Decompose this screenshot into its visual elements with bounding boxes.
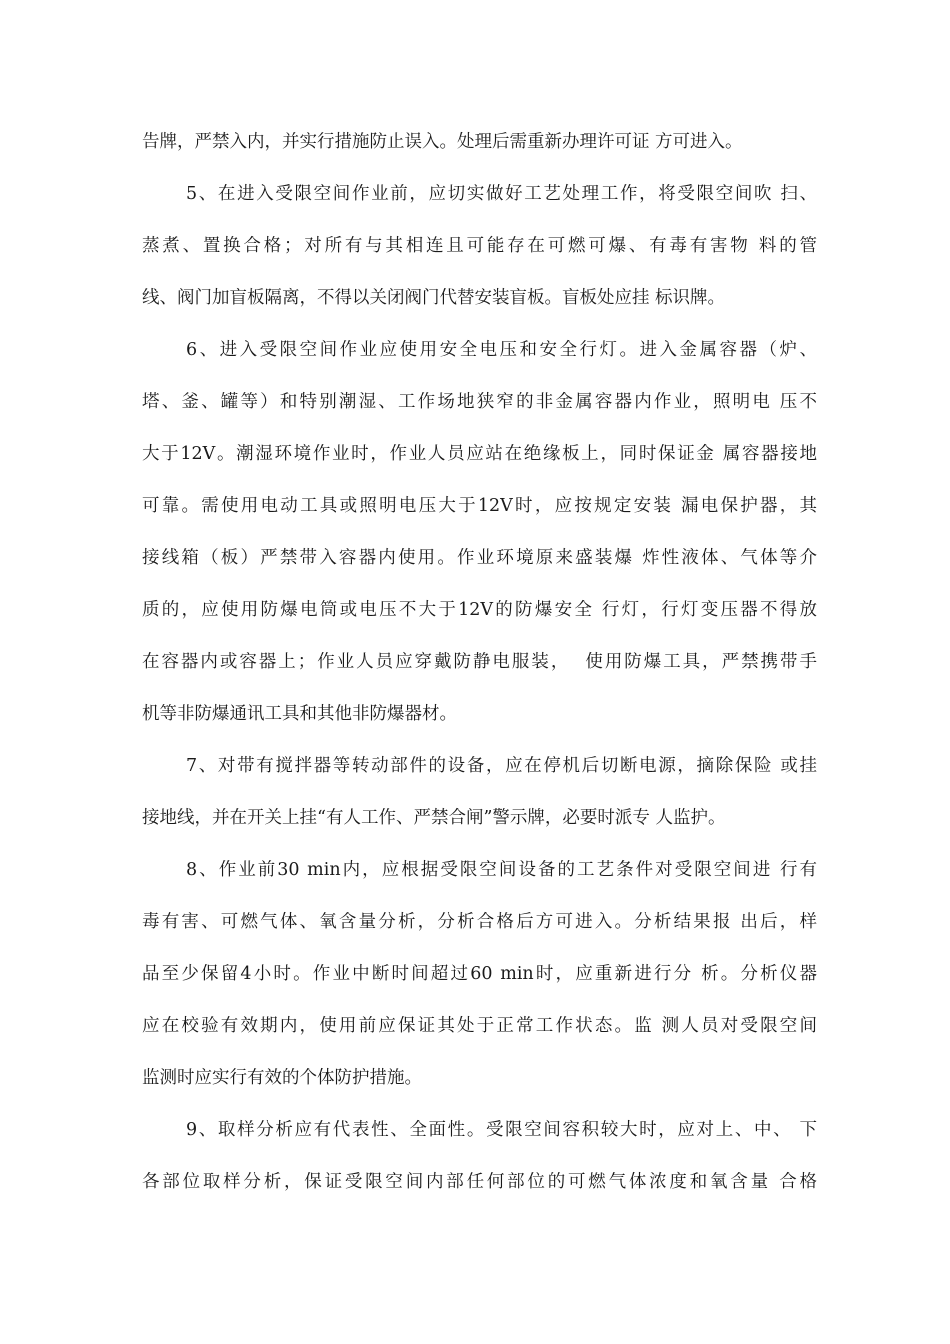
text-line: 9、取样分析应有代表性、全面性。受限空间容积较大时，应对上、中、 下 <box>186 1120 817 1140</box>
text-line: 在容器内或容器上；作业人员应穿戴防静电服装， 使用防爆工具，严禁携带手 <box>142 652 817 672</box>
text-line: 接地线，并在开关上挂“有人工作、严禁合闸”警示牌，必要时派专 人监护。 <box>142 808 726 828</box>
text-line: 毒有害、可燃气体、氧含量分析，分析合格后方可进入。分析结果报 出后，样 <box>142 912 817 932</box>
text-line: 8、作业前30 min内，应根据受限空间设备的工艺条件对受限空间进 行有 <box>186 860 817 880</box>
text-line: 大于12V。潮湿环境作业时，作业人员应站在绝缘板上，同时保证金 属容器接地 <box>142 444 817 464</box>
text-line: 5、在进入受限空间作业前，应切实做好工艺处理工作，将受限空间吹 扫、 <box>186 184 817 204</box>
text-line: 可靠。需使用电动工具或照明电压大于12V时，应按规定安装 漏电保护器，其 <box>142 496 817 516</box>
text-line: 各部位取样分析，保证受限空间内部任何部位的可燃气体浓度和氧含量 合格 <box>142 1172 817 1192</box>
text-line: 告牌，严禁入内，并实行措施防止误入。处理后需重新办理许可证 方可进入。 <box>142 132 743 152</box>
text-line: 线、阀门加盲板隔离，不得以关闭阀门代替安装盲板。盲板处应挂 标识牌。 <box>142 288 726 308</box>
text-line: 应在校验有效期内，使用前应保证其处于正常工作状态。监 测人员对受限空间 <box>142 1016 817 1036</box>
text-line: 7、对带有搅拌器等转动部件的设备，应在停机后切断电源，摘除保险 或挂 <box>186 756 817 776</box>
text-line: 质的，应使用防爆电筒或电压不大于12V的防爆安全 行灯，行灯变压器不得放 <box>142 600 817 620</box>
text-line: 机等非防爆通讯工具和其他非防爆器材。 <box>142 704 457 724</box>
text-line: 塔、釜、罐等）和特别潮湿、工作场地狭窄的非金属容器内作业，照明电 压不 <box>142 392 817 412</box>
text-line: 6、进入受限空间作业应使用安全电压和安全行灯。进入金属容器（炉、 <box>186 340 817 360</box>
text-line: 蒸煮、置换合格；对所有与其相连且可能存在可燃可爆、有毒有害物 料的管 <box>142 236 817 256</box>
text-line: 接线箱（板）严禁带入容器内使用。作业环境原来盛装爆 炸性液体、气体等介 <box>142 548 817 568</box>
text-line: 品至少保留4小时。作业中断时间超过60 min时，应重新进行分 析。分析仪器 <box>142 964 817 984</box>
text-line: 监测时应实行有效的个体防护措施。 <box>142 1068 422 1088</box>
